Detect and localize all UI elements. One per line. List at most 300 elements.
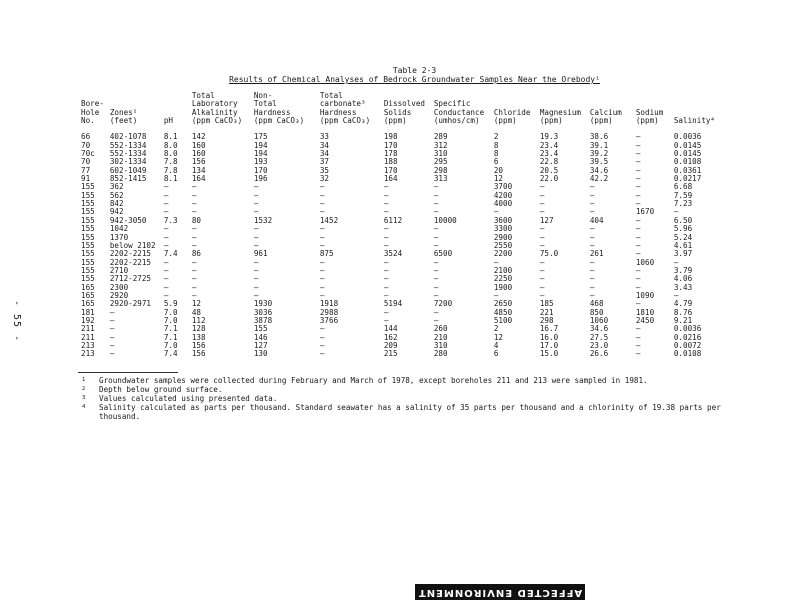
table-row (78, 183, 719, 191)
column-header-cell (491, 92, 537, 100)
table-cell: – (433, 232, 439, 242)
table-cell: 5.9 (163, 299, 178, 309)
table-cell: – (319, 240, 325, 250)
table-cell: – (539, 265, 545, 275)
table-cell: 260 (433, 324, 448, 334)
table-cell: – (163, 182, 169, 192)
table-cell: 4 (493, 340, 499, 350)
table-cell: 312 (433, 140, 448, 150)
table-cell: – (191, 199, 197, 209)
table-cell: – (319, 232, 325, 242)
table-cell: 3300 (493, 224, 513, 234)
table-cell: 261 (589, 249, 604, 259)
table-cell: 155 (81, 199, 95, 209)
table-cell: – (191, 282, 197, 292)
table-cell: 961 (253, 249, 268, 259)
table-cell: – (589, 182, 595, 192)
table-cell: 155 (81, 207, 95, 217)
table-cell: – (163, 265, 169, 275)
header-row (78, 117, 719, 133)
table-cell: 0.0361 (673, 165, 702, 175)
table-cell: – (163, 282, 169, 292)
table-cell: – (319, 207, 325, 217)
table-cell: 362 (109, 182, 124, 192)
table-cell: 289 (433, 132, 448, 142)
table-cell: 8.1 (163, 174, 178, 184)
table-cell: 38.6 (589, 132, 609, 142)
table-cell: 19.3 (539, 132, 559, 142)
column-header-cell: Specific (433, 99, 471, 109)
table-cell: – (635, 165, 641, 175)
table-cell: – (163, 232, 169, 242)
footnote-mark: 4 (82, 404, 86, 410)
table-cell: 112 (191, 315, 206, 325)
table-cell: 3524 (383, 249, 403, 259)
table-cell: 0.0217 (673, 174, 702, 184)
table-cell: 1452 (319, 215, 339, 225)
table-cell: – (109, 340, 115, 350)
table-cell: 77 (81, 165, 91, 175)
page-number: - 55 - (11, 300, 22, 343)
table-cell: – (383, 232, 389, 242)
table-cell: 7.1 (163, 332, 178, 342)
table-cell: – (589, 257, 595, 267)
table-cell: – (539, 207, 545, 217)
table-cell: 162 (383, 332, 398, 342)
table-row (78, 259, 719, 267)
footnote-text: Values calculated using presented data. (99, 394, 278, 403)
table-cell: 3.97 (673, 249, 693, 259)
table-cell: 0.0108 (673, 157, 702, 167)
table-cell: – (109, 307, 115, 317)
table-cell: – (433, 307, 439, 317)
table-cell: 26.6 (589, 349, 609, 359)
table-cell: 12 (191, 299, 202, 309)
table-cell: – (673, 257, 679, 267)
table-cell: – (163, 290, 169, 300)
table-cell: 298 (433, 165, 448, 175)
table-row (78, 284, 719, 292)
table-cell: – (191, 224, 197, 234)
table-cell: 170 (253, 165, 268, 175)
table-cell: – (109, 349, 115, 359)
table-cell: – (253, 182, 259, 192)
section-banner: AFFECTED ENVIRONMENT (415, 584, 585, 600)
footnote-text: Groundwater samples were collected during February and March of 1978, except boreholes 211 and 213 were sampled in 1981. (99, 376, 648, 385)
column-header-cell: (ppm) (493, 116, 517, 126)
table-cell: – (253, 224, 259, 234)
table-cell: 156 (191, 349, 206, 359)
table-cell: 3036 (253, 307, 273, 317)
table-cell: 2920 (109, 290, 129, 300)
table-cell: 3878 (253, 315, 273, 325)
table-cell: – (253, 190, 259, 200)
table-cell: 942-3050 (109, 215, 147, 225)
column-header-cell: Bore- (81, 99, 104, 109)
table-cell: 5.24 (673, 232, 693, 242)
table-cell: – (163, 207, 169, 217)
table-cell: 2900 (493, 232, 513, 242)
table-cell: 2250 (493, 274, 513, 284)
table-row (78, 175, 719, 183)
table-cell: 192 (81, 315, 95, 325)
table-cell: – (253, 290, 259, 300)
table-cell: 155 (81, 257, 95, 267)
table-cell: 164 (191, 174, 206, 184)
table-cell: 8.76 (673, 307, 693, 317)
table-cell: 7.1 (163, 324, 178, 334)
table-cell: – (635, 190, 641, 200)
table-cell: – (191, 182, 197, 192)
table-cell: – (635, 232, 641, 242)
table-row (78, 350, 719, 358)
table-cell: – (539, 182, 545, 192)
table-cell: – (319, 199, 325, 209)
table-cell: – (589, 265, 595, 275)
table-cell: 1370 (109, 232, 129, 242)
column-header-cell: Non- (253, 91, 273, 100)
table-cell: 34.6 (589, 324, 609, 334)
table-cell: 194 (253, 149, 268, 159)
table-cell: 48 (191, 307, 202, 317)
table-cell: 142 (191, 132, 206, 142)
table-cell: 155 (81, 224, 95, 234)
table-cell: – (433, 207, 439, 217)
table-cell: 156 (191, 157, 206, 167)
table-cell: 194 (253, 140, 268, 150)
table-cell: 6.50 (673, 215, 693, 225)
table-cell: 842 (109, 199, 124, 209)
column-header-cell: pH (163, 116, 174, 126)
table-cell: 39.2 (589, 149, 609, 159)
table-cell: – (319, 265, 325, 275)
table-cell: 6 (493, 157, 499, 167)
column-header-cell: (ppm) (383, 116, 407, 126)
table-cell: – (433, 199, 439, 209)
table-cell: 2100 (493, 265, 513, 275)
table-cell: – (539, 190, 545, 200)
table-cell: 313 (433, 174, 448, 184)
table-cell: 42.2 (589, 174, 609, 184)
table-cell: – (635, 199, 641, 209)
table-cell: – (253, 274, 259, 284)
table-cell: – (319, 349, 325, 359)
table-cell: 852-1415 (109, 174, 147, 184)
table-cell: 5194 (383, 299, 403, 309)
column-header-cell: (ppm) (589, 116, 613, 126)
table-cell: – (383, 315, 389, 325)
column-header-cell: (ppm CaCO₃) (191, 116, 243, 126)
column-header-cell: Dissolved (383, 99, 426, 109)
table-cell: 221 (539, 307, 554, 317)
table-number: Table 2-3 (392, 66, 437, 75)
table-cell: 70c (81, 149, 95, 159)
table-cell: 6 (493, 349, 499, 359)
table-cell: – (539, 199, 545, 209)
table-cell: – (383, 265, 389, 275)
footnotes (82, 376, 762, 421)
column-header-cell: Hardness (319, 107, 357, 117)
column-header-cell: Salinity⁴ (673, 116, 716, 126)
column-header-cell: No. (81, 116, 95, 126)
table-header (78, 92, 719, 133)
table-cell: 1060 (589, 315, 609, 325)
table-cell: – (539, 274, 545, 284)
table-cell: 155 (81, 240, 95, 250)
table-cell: 5.96 (673, 224, 693, 234)
table-cell: 7200 (433, 299, 453, 309)
column-header-cell: Hole (81, 107, 100, 117)
table-row (78, 200, 719, 208)
table-cell: 1042 (109, 224, 129, 234)
table-cell: – (191, 265, 197, 275)
table-cell: – (433, 265, 439, 275)
table-cell: 165 (81, 290, 95, 300)
table-cell: – (383, 207, 389, 217)
table-cell: 295 (433, 157, 448, 167)
table-cell: 155 (81, 182, 95, 192)
table-cell: 27.5 (589, 332, 609, 342)
table-cell: – (253, 232, 259, 242)
table-cell: – (253, 282, 259, 292)
table-cell: – (673, 207, 679, 217)
table-cell: 0.0145 (673, 149, 702, 159)
table-cell: 127 (539, 215, 554, 225)
table-cell: 34 (319, 140, 330, 150)
table-cell: 23.4 (539, 149, 559, 159)
table-cell: – (635, 215, 641, 225)
table-cell: 875 (319, 249, 334, 259)
table-cell: 20 (493, 165, 504, 175)
table-cell: 850 (589, 307, 604, 317)
table-row (78, 225, 719, 233)
table-cell: 7.4 (163, 249, 178, 259)
table-cell: 185 (539, 299, 554, 309)
table-cell: 70 (81, 157, 91, 167)
column-header-cell (587, 92, 633, 100)
table-cell: – (191, 207, 197, 217)
table-cell: 6500 (433, 249, 453, 259)
table-cell: – (163, 199, 169, 209)
column-header-cell: (ppm CaCO₃) (253, 116, 305, 126)
table-cell: – (635, 182, 641, 192)
table-cell: – (109, 324, 115, 334)
table-cell: 2202-2215 (109, 257, 152, 267)
table-cell: – (319, 182, 325, 192)
table-cell: 1810 (635, 307, 655, 317)
table-cell: 10000 (433, 215, 457, 225)
table-cell: 9.21 (673, 315, 693, 325)
column-header-cell: Solids (383, 107, 412, 117)
table-cell: – (109, 315, 115, 325)
table-cell: 23.4 (539, 140, 559, 150)
table-cell: 34 (319, 149, 330, 159)
table-cell: 70 (81, 140, 91, 150)
table-cell: 91 (81, 174, 91, 184)
table-cell: 155 (81, 215, 95, 225)
column-header-cell: Conductance (433, 107, 485, 117)
table-cell: – (493, 257, 499, 267)
table-cell: – (589, 282, 595, 292)
table-cell: 602-1049 (109, 165, 147, 175)
table-cell: 7.59 (673, 190, 693, 200)
table-cell: 8.0 (163, 140, 178, 150)
table-cell: – (253, 199, 259, 209)
table-cell: 164 (383, 174, 398, 184)
table-cell: – (163, 257, 169, 267)
table-cell: – (319, 290, 325, 300)
table-cell: – (589, 290, 595, 300)
table-cell: 193 (253, 157, 268, 167)
table-body (78, 133, 719, 358)
table-cell: – (635, 332, 641, 342)
table-cell: – (539, 224, 545, 234)
table-cell: 0.0072 (673, 340, 702, 350)
table-cell: – (589, 232, 595, 242)
table-row (78, 217, 719, 225)
table-cell: 1900 (493, 282, 513, 292)
table-cell: 86 (191, 249, 202, 259)
table-cell: 138 (191, 332, 206, 342)
table-cell: – (319, 257, 325, 267)
table-cell: – (109, 332, 115, 342)
footnote-mark: 1 (82, 377, 86, 383)
table-cell: – (433, 315, 439, 325)
table-cell: 7.4 (163, 349, 178, 359)
table-cell: 211 (81, 332, 95, 342)
table-cell: 155 (81, 190, 95, 200)
table-cell: – (635, 140, 641, 150)
table-cell: 155 (253, 324, 268, 334)
table-cell: 1930 (253, 299, 273, 309)
column-header-cell: (ppm) (539, 116, 563, 126)
table-row (78, 250, 719, 258)
table-cell: – (539, 282, 545, 292)
table-cell: 4.61 (673, 240, 693, 250)
column-header-cell: (ppm CaCO₃) (319, 116, 371, 126)
column-header-cell: Calcium (589, 107, 622, 117)
table-cell: 2202-2215 (109, 249, 152, 259)
table-cell: – (319, 282, 325, 292)
table-cell: – (433, 274, 439, 284)
table-cell: 12 (493, 332, 504, 342)
table-cell: 178 (383, 149, 398, 159)
table-cell: 7.8 (163, 165, 178, 175)
table-cell: 404 (589, 215, 604, 225)
column-header-cell: (feet) (109, 116, 138, 126)
table-cell: – (163, 190, 169, 200)
table-cell: 155 (81, 265, 95, 275)
chemical-analyses-table (78, 92, 719, 359)
table-cell: 37 (319, 157, 330, 167)
table-cell: 213 (81, 349, 95, 359)
table-cell: – (319, 324, 325, 334)
column-header-cell: Total (319, 91, 343, 100)
table-cell: 2 (493, 132, 499, 142)
table-cell: – (191, 290, 197, 300)
table-cell: – (635, 274, 641, 284)
table-cell: – (163, 240, 169, 250)
table-cell: 7.3 (163, 215, 178, 225)
table-cell: 80 (191, 215, 202, 225)
table-title: Results of Chemical Analyses of Bedrock Groundwater Samples Near the Orebody¹ (229, 75, 600, 84)
table-cell: 562 (109, 190, 124, 200)
table-cell: – (319, 190, 325, 200)
table-cell: 16.0 (539, 332, 559, 342)
table-cell: 2 (493, 324, 499, 334)
table-cell: – (191, 232, 197, 242)
table-cell: 3700 (493, 182, 513, 192)
table-cell: 20.5 (539, 165, 559, 175)
table-cell: – (539, 257, 545, 267)
table-cell: 155 (81, 232, 95, 242)
table-cell: – (433, 190, 439, 200)
table-cell: 7.0 (163, 307, 178, 317)
table-cell: – (635, 157, 641, 167)
table-cell: – (589, 224, 595, 234)
table-cell: 1670 (635, 207, 655, 217)
table-cell: 2550 (493, 240, 513, 250)
column-header-cell (633, 92, 671, 100)
column-header-cell: Zones² (109, 107, 138, 117)
footnote-mark: 2 (82, 386, 86, 392)
table-cell: 215 (383, 349, 398, 359)
table-cell: 8.0 (163, 149, 178, 159)
table-cell: 66 (81, 132, 91, 142)
table-row (78, 267, 719, 275)
table-cell: – (589, 207, 595, 217)
table-cell: 134 (191, 165, 206, 175)
table-cell: – (319, 340, 325, 350)
table-cell: 146 (253, 332, 268, 342)
table-cell: – (433, 182, 439, 192)
table-cell: – (191, 190, 197, 200)
table-cell: 4.79 (673, 299, 693, 309)
column-header-cell: Total (253, 99, 277, 109)
table-cell: – (383, 182, 389, 192)
table-cell: 2920-2971 (109, 299, 152, 309)
table-cell: – (383, 282, 389, 292)
table-cell: 1918 (319, 299, 339, 309)
table-cell: 8 (493, 149, 499, 159)
table-cell: 210 (433, 332, 448, 342)
table-cell: – (635, 340, 641, 350)
table-cell: 130 (253, 349, 268, 359)
table-cell: 8.1 (163, 132, 178, 142)
column-header-cell (671, 100, 719, 108)
table-cell: 34.6 (589, 165, 609, 175)
column-header-cell (161, 100, 189, 108)
table-cell: 165 (81, 299, 95, 309)
table-cell: – (383, 190, 389, 200)
table-cell: 165 (81, 282, 95, 292)
table-cell: – (383, 257, 389, 267)
column-header-cell (161, 92, 189, 100)
table-cell: – (635, 299, 641, 309)
table-cell: 175 (253, 132, 268, 142)
table-cell: 16.7 (539, 324, 559, 334)
table-cell: below 2102 (109, 240, 156, 250)
table-cell: 39.1 (589, 140, 609, 150)
table-cell: 5100 (493, 315, 513, 325)
table-cell: 3.79 (673, 265, 693, 275)
table-cell: 7.8 (163, 157, 178, 167)
table-cell: – (493, 290, 499, 300)
table-cell: – (635, 224, 641, 234)
table-cell: – (589, 274, 595, 284)
table-cell: 2650 (493, 299, 513, 309)
table-cell: 0.0108 (673, 349, 702, 359)
